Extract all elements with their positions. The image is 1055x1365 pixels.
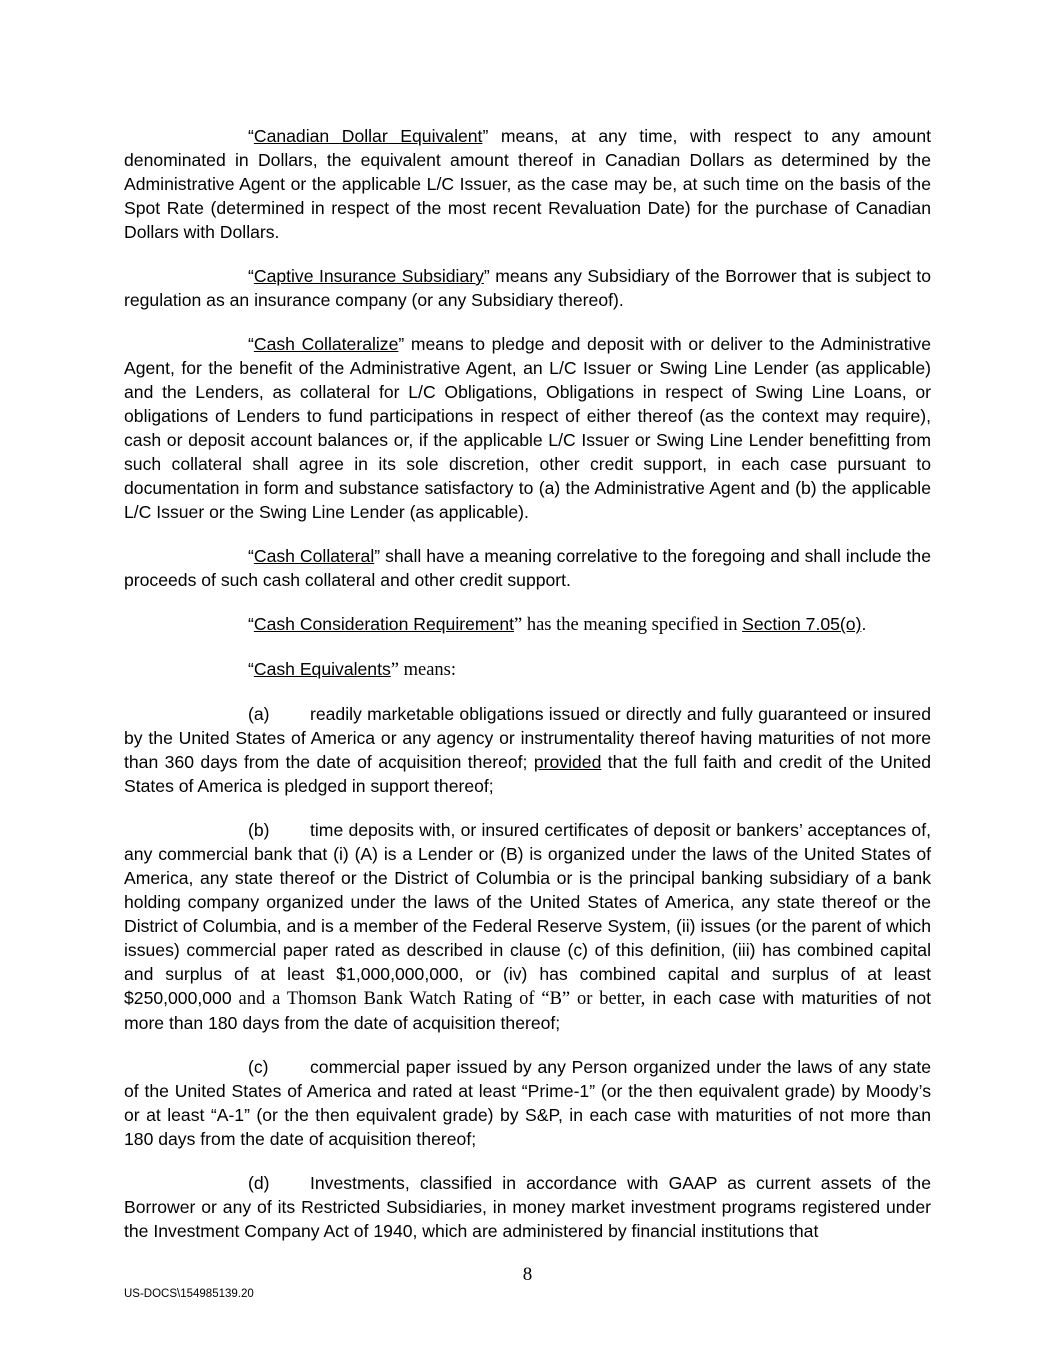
defined-term: Cash Collateralize (253, 334, 399, 354)
defined-term: Cash Collateral (253, 546, 375, 566)
clause-text: commercial paper issued by any Person organized under the laws of any state of the United States of America and rated at least “Prime-1” (or the then equivalent grade) by Moody’s or at least “A-1” (or the then equivalent grade) by S&P, in each case with maturities of not more than 180 days from the date of acquisition thereof; (124, 1057, 931, 1149)
close-quote: ” (398, 334, 405, 354)
definition-cash-equivalents (124, 657, 931, 682)
definition-text: means: (399, 660, 457, 680)
close-quote: ” (514, 615, 523, 635)
proviso-term: provided (533, 752, 602, 772)
open-quote: “ (248, 546, 254, 566)
definition-cash-collateralize (124, 332, 931, 524)
open-quote: “ (248, 659, 254, 679)
close-quote: ” (482, 126, 489, 146)
definition-text: means, at any time, with respect to any amount denominated in Dollars, the equivalent amount thereof in Canadian Dollars as determined by the Administrative Agent or the applicable L/C Issuer, as the case may be, at such time on the basis of the Spot Rate (determined in respect of the most recent Revaluation Date) for the purchase of Canadian Dollars with Dollars. (124, 126, 931, 242)
section-reference: Section 7.05(o) (742, 614, 862, 634)
clause-label: (a) (248, 704, 270, 724)
close-quote: ” (390, 660, 399, 680)
definition-text: shall have a meaning correlative to the foregoing and shall include the proceeds of such cash collateral and other credit support. (124, 546, 932, 590)
document-id: US-DOCS\154985139.20 (124, 1288, 254, 1300)
clause-d (124, 1171, 931, 1243)
clause-b (124, 818, 931, 1035)
definition-cash-consideration-requirement (124, 612, 931, 637)
definition-captive-insurance-subsidiary (124, 264, 931, 312)
clause-label: (c) (248, 1057, 269, 1077)
open-quote: “ (248, 334, 254, 354)
page-body (124, 124, 931, 1263)
open-quote: “ (248, 614, 254, 634)
defined-term: Cash Consideration Requirement (253, 614, 514, 634)
close-quote: ” (374, 546, 381, 566)
definition-end: . (861, 614, 867, 634)
open-quote: “ (248, 266, 254, 286)
defined-term: Cash Equivalents (253, 659, 391, 679)
clause-text: readily marketable obligations issued or directly and fully guaranteed or insured by the United States of America or any agency or instrumentality thereof having maturities of not more than 360 days from the date of acquisition thereof; (124, 704, 931, 772)
definition-text: means to pledge and deposit with or deliver to the Administrative Agent, for the benefit of the Administrative Agent, an L/C Issuer or Swing Line Lender (as applicable) and the Lenders, as collateral for L/C Obligations, Obligations in respect of Swing Line Loans, or obligations of Lenders to fund participations in respect of either thereof (as the context may require), cash or deposit account balances or, if the applicable L/C Issuer or Swing Line Lender benefitting from such collateral shall agree in its sole discretion, other credit support, in each case pursuant to documentation in form and substance satisfactory to (a) the Administrative Agent and (b) the applicable L/C Issuer or the Swing Line Lender (as applicable). (124, 334, 931, 522)
clause-text-serif: and a Thomson Bank Watch Rating of “B” or better, (231, 989, 646, 1009)
defined-term: Captive Insurance Subsidiary (253, 266, 484, 286)
page-number: 8 (522, 1264, 533, 1285)
definition-text: means any Subsidiary of the Borrower that is subject to regulation as an insurance company (or any Subsidiary thereof). (124, 266, 932, 310)
clause-label: (d) (248, 1173, 270, 1193)
clause-a (124, 702, 931, 798)
defined-term: Canadian Dollar Equivalent (253, 126, 483, 146)
definition-cash-collateral (124, 544, 931, 592)
open-quote: “ (248, 126, 254, 146)
definition-canadian-dollar-equivalent (124, 124, 931, 244)
clause-text-end: in each case with maturities of not more than 180 days from the date of acquisition thereof; (124, 988, 931, 1033)
clause-text: time deposits with, or insured certificates of deposit or bankers’ acceptances of, any commercial bank that (i) (A) is a Lender or (B) is organized under the laws of the United States of America, any state thereof or the District of Columbia or is the principal banking subsidiary of a bank holding company organized under the laws of the United States of America, any state thereof or the District of Columbia, and is a member of the Federal Reserve System, (ii) issues (or the parent of which issues) commercial paper rated as described in clause (c) of this definition, (iii) has combined capital and surplus of at least $1,000,000,000, or (iv) has combined capital and surplus of at least $250,000,000 (124, 820, 931, 1008)
close-quote: ” (483, 266, 490, 286)
definition-text: has the meaning specified in (522, 615, 743, 635)
clause-label: (b) (248, 820, 270, 840)
clause-text-continued: that the full faith and credit of the United States of America is pledged in support thereof; (124, 752, 932, 796)
clause-c (124, 1055, 931, 1151)
clause-text: Investments, classified in accordance with GAAP as current assets of the Borrower or any of its Restricted Subsidiaries, in money market investment programs registered under the Investment Company Act of 1940, which are administered by financial institutions that (124, 1173, 931, 1241)
